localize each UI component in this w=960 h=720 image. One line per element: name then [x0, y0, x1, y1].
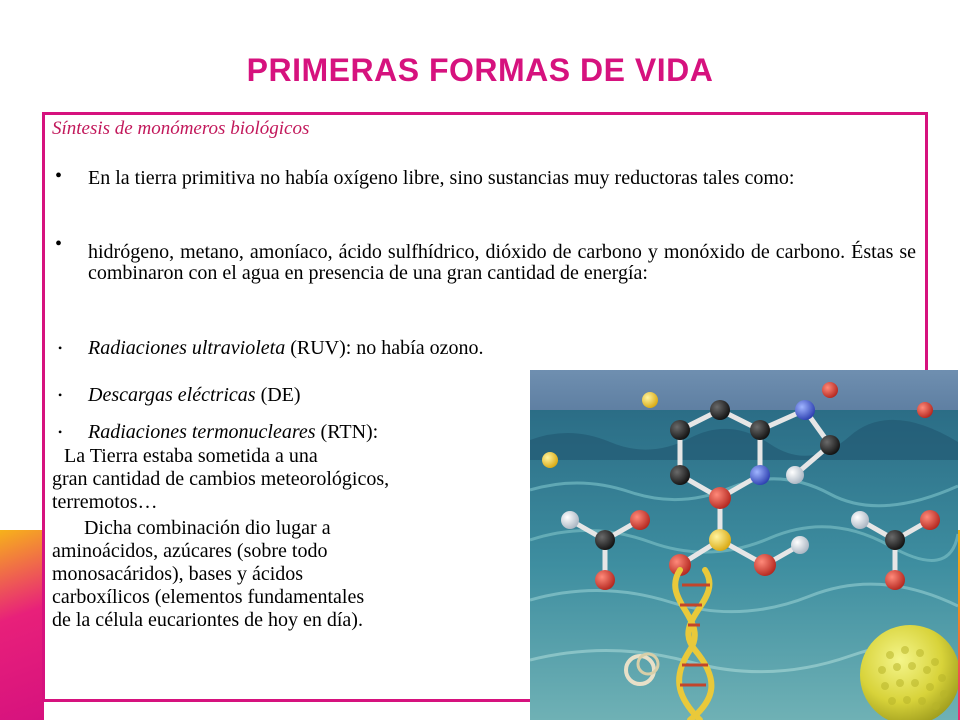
bullet-text-2: hidrógeno, metano, amoníaco, ácido sulfhídrico, dióxido de carbono y monóxido de carbono. Éstas se combinaron con el agua en presencia de una gran cantidad de energía: — [88, 241, 916, 284]
bullet-3-italic: Radiaciones ultravioleta — [88, 337, 286, 359]
bullet-4-rest: (DE) — [255, 384, 301, 406]
bullet-small-dot-icon: • — [58, 341, 63, 355]
bullet-text-5 — [88, 422, 378, 443]
body-line: de la célula eucariontes de hoy en día). — [52, 609, 363, 631]
body-line: gran cantidad de cambios meteorológicos, — [52, 468, 390, 490]
slide-subtitle: Síntesis de monómeros biológicos — [52, 118, 310, 139]
body-line: monosacáridos), bases y ácidos — [52, 563, 304, 585]
illustration-svg — [530, 370, 958, 720]
body-line: carboxílicos (elementos fundamentales — [52, 586, 365, 608]
bullet-5-italic: Radiaciones termonucleares — [88, 421, 316, 443]
bullet-3-rest: (RUV): no había ozono. — [285, 337, 484, 359]
primordial-ocean-molecules-illustration — [530, 370, 958, 720]
bullet-5-rest: (RTN): — [315, 421, 379, 443]
slide-title: PRIMERAS FORMAS DE VIDA — [246, 52, 714, 88]
bullet-small-dot-icon: • — [58, 388, 63, 402]
body-line: terremotos… — [52, 491, 158, 513]
bullet-text-4 — [88, 385, 301, 406]
decorative-corner-left — [0, 530, 44, 720]
bullet-text-1: En la tierra primitiva no había oxígeno libre, sino sustancias muy reductoras tales como: — [88, 167, 795, 189]
body-line: Dicha combinación dio lugar a — [84, 517, 331, 539]
body-line: La Tierra estaba sometida a una — [64, 445, 318, 467]
bullet-dot-icon: • — [55, 233, 63, 255]
bullet-text-3 — [88, 338, 483, 359]
body-line: aminoácidos, azúcares (sobre todo — [52, 540, 328, 562]
bullet-small-dot-icon: • — [58, 425, 63, 439]
bullet-dot-icon: • — [55, 165, 63, 187]
bullet-4-italic: Descargas eléctricas — [88, 384, 256, 406]
